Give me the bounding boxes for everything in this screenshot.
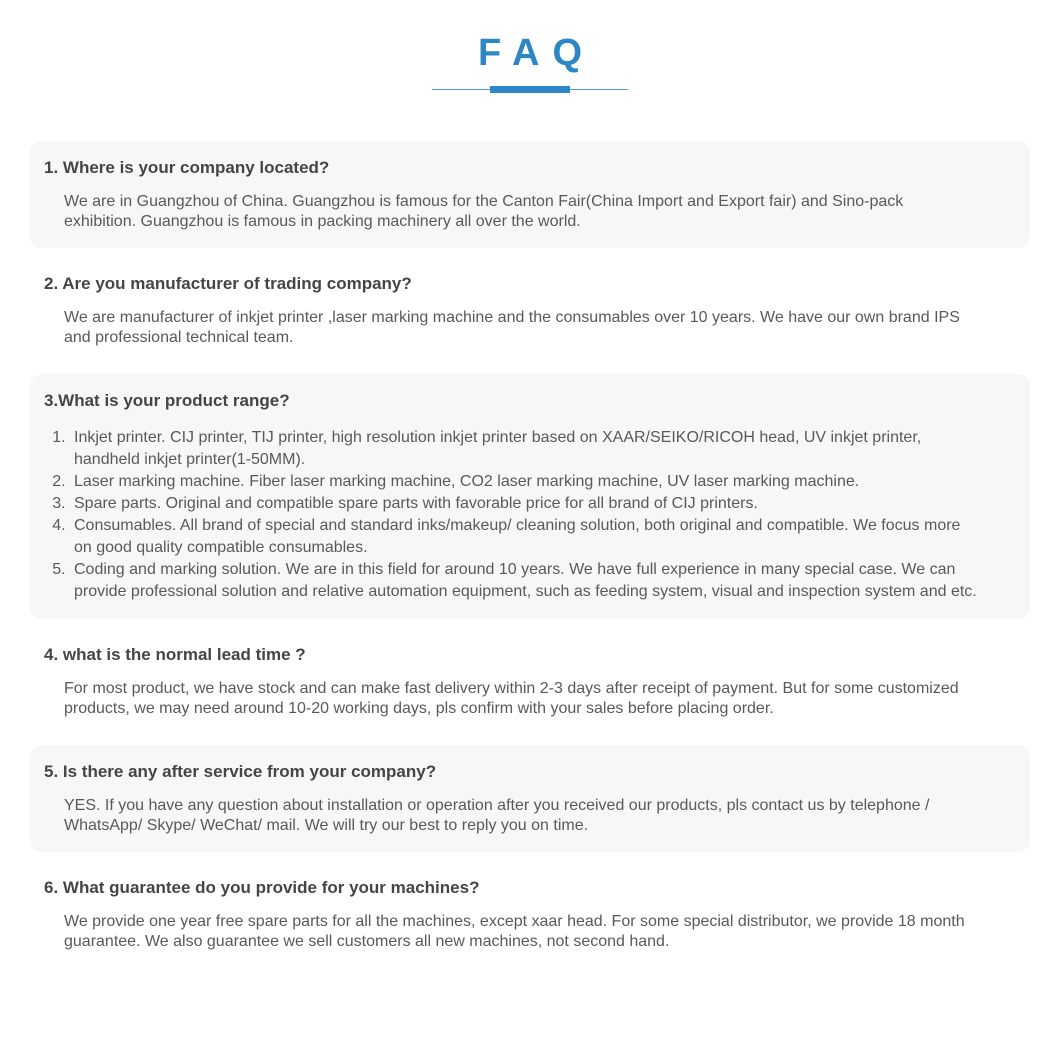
faq-item-4 <box>30 645 1030 719</box>
faq-header <box>0 0 1060 93</box>
answer-list-item: 5. Coding and marking solution. We are in this field for around 10 years. We have full experience in many special case. We can provide professional solution and relative automation equipment, such as feeding system, visual and inspection system and etc. <box>70 559 979 603</box>
question-heading: 1. Where is your company located? <box>44 157 330 177</box>
answer-text: For most product, we have stock and can make fast delivery within 2-3 days after receipt of payment. But for some customized products, we may need around 10-20 working days, pls confirm with your sales before placing order. <box>64 679 959 717</box>
answer-list-item: 4. Consumables. All brand of special and standard inks/makeup/ cleaning solution, both original and compatible. We focus more on good quality compatible consumables. <box>70 515 979 559</box>
answer-list <box>44 427 979 603</box>
faq-item-5 <box>30 745 1030 852</box>
title-underline <box>432 86 628 93</box>
faq-item-2 <box>30 274 1030 348</box>
question-heading: 5. Is there any after service from your company? <box>44 761 437 781</box>
faq-item-1 <box>30 141 1030 248</box>
page-title: FAQ <box>477 32 596 74</box>
question-heading: 3.What is your product range? <box>44 390 290 410</box>
faq-list <box>0 141 1060 952</box>
question-heading: 2. Are you manufacturer of trading company? <box>44 273 412 293</box>
answer-text: YES. If you have any question about installation or operation after you received our products, pls contact us by telephone / WhatsApp/ Skype/ WeChat/ mail. We will try our best to reply you on time. <box>64 796 930 834</box>
answer-list-item: 3. Spare parts. Original and compatible spare parts with favorable price for all brand of CIJ printers. <box>70 493 979 515</box>
faq-item-3 <box>30 374 1030 619</box>
faq-item-6 <box>30 878 1030 952</box>
answer-list-item: 1. Inkjet printer. CIJ printer, TIJ printer, high resolution inkjet printer based on XAAR/SEIKO/RICOH head, UV inkjet printer, handheld inkjet printer(1-50MM). <box>70 427 979 471</box>
answer-list-item: 2. Laser marking machine. Fiber laser marking machine, CO2 laser marking machine, UV laser marking machine. <box>70 471 979 493</box>
title-underline-accent <box>490 86 570 93</box>
answer-text: We are in Guangzhou of China. Guangzhou is famous for the Canton Fair(China Import and Export fair) and Sino-pack exhibition. Guangzhou is famous in packing machinery all over the world. <box>64 192 904 230</box>
answer-text: We provide one year free spare parts for all the machines, except xaar head. For some special distributor, we provide 18 month guarantee. We also guarantee we sell customers all new machines, not second hand. <box>64 912 965 950</box>
answer-text: We are manufacturer of inkjet printer ,laser marking machine and the consumables over 10 years. We have our own brand IPS and professional technical team. <box>64 308 960 346</box>
question-heading: 4. what is the normal lead time ? <box>44 644 306 664</box>
question-heading: 6. What guarantee do you provide for your machines? <box>44 877 480 897</box>
